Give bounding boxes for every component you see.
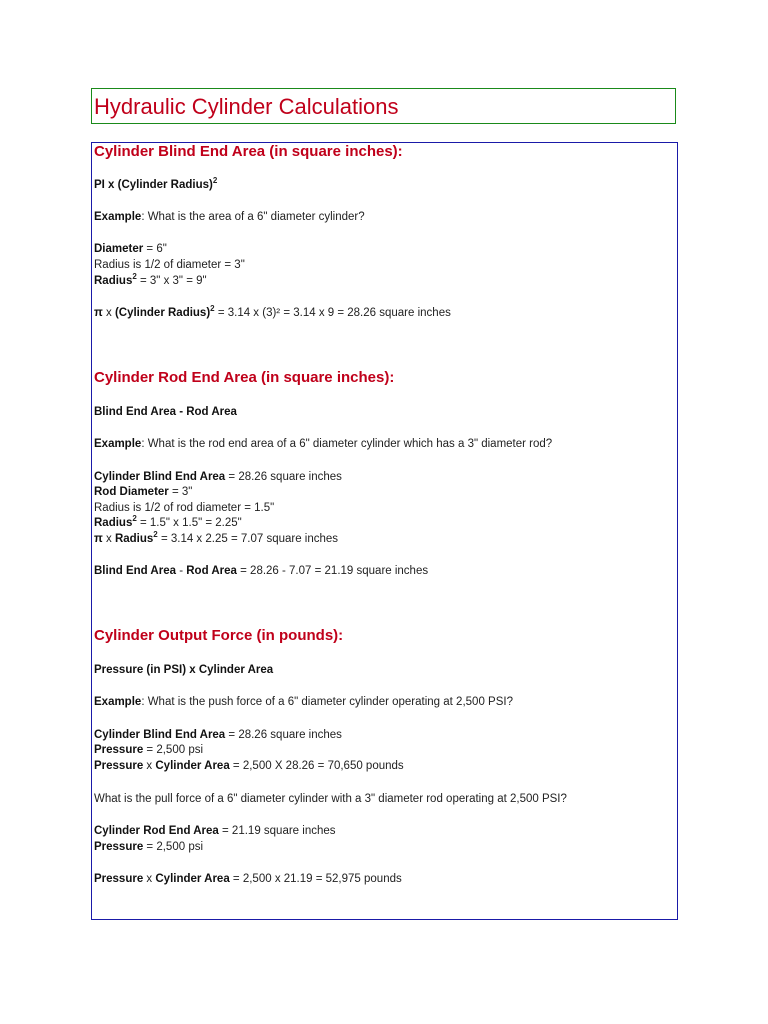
calc-value: = 21.19 square inches [218,825,336,837]
calc-line [94,743,203,757]
calc-line [94,516,242,530]
calc-term: Rod Diameter [94,486,169,498]
calc-term: Diameter [94,243,144,255]
calc-term: Radius [114,533,154,545]
calc-value: = 2,500 x 21.19 = 52,975 pounds [229,873,402,885]
formula-text: Pressure (in PSI) x Cylinder Area [94,664,274,676]
example-text: : What is the rod end area of a 6" diameter cylinder which has a 3" diameter rod? [141,438,553,450]
calc-value: What is the pull force of a 6" diameter cylinder with a 3" diameter rod operating at 2,500 PSI? [94,793,567,805]
calc-line [94,728,342,742]
calc-line [94,470,342,484]
calc-value: = 28.26 square inches [225,729,342,741]
calc-value: = 2,500 psi [143,744,204,756]
superscript: 2 [153,530,158,539]
formula-blind-end-area [94,178,217,192]
example-blind-end-area [94,210,365,224]
section-heading-output-force: Cylinder Output Force (in pounds): [94,627,344,644]
calc-value: = 2,500 psi [143,841,204,853]
example-output-force [94,695,513,709]
calc-term: Pressure [94,841,144,853]
formula-rod-end-area [94,405,237,419]
section-heading-blind-end-area: Cylinder Blind End Area (in square inches): [94,143,403,160]
superscript: 2 [132,514,137,523]
pi-symbol: π [94,533,103,545]
example-label: Example [94,211,142,223]
example-text: : What is the push force of a 6" diameter cylinder operating at 2,500 PSI? [141,696,513,708]
calc-line [94,792,567,806]
title-box [91,88,676,124]
calc-term: Cylinder Blind End Area [94,471,226,483]
calc-value: = 28.26 square inches [225,471,342,483]
calc-value: = 28.26 - 7.07 = 21.19 square inches [236,565,429,577]
calc-line [94,840,203,854]
calc-line [94,532,338,546]
operator: x [102,307,115,319]
page-title: Hydraulic Cylinder Calculations [94,94,399,119]
example-rod-end-area [94,437,552,451]
calc-line [94,501,274,515]
calc-line [94,485,192,499]
example-text: : What is the area of a 6" diameter cylinder? [141,211,365,223]
calc-term: (Cylinder Radius) [114,307,211,319]
formula-output-force [94,663,273,677]
calc-line [94,824,336,838]
calc-value: = 3" [168,486,193,498]
operator: - [176,565,187,577]
calc-term: Cylinder Area [155,873,230,885]
content-box [91,142,678,920]
example-label: Example [94,696,142,708]
operator: x [143,760,156,772]
calc-line [94,242,167,256]
calc-term: Cylinder Rod End Area [94,825,219,837]
calc-term: Pressure [94,760,144,772]
calc-term: Pressure [94,873,144,885]
calc-line [94,274,207,288]
calc-line [94,306,451,320]
calc-value: = 3.14 x (3)² = 3.14 x 9 = 28.26 square inches [214,307,451,319]
calc-value: = 1.5" x 1.5" = 2.25" [136,517,242,529]
calc-value: = 3" x 3" = 9" [136,275,207,287]
calc-term: Radius [94,275,133,287]
calc-term: Blind End Area [94,565,176,577]
calc-value: = 2,500 X 28.26 = 70,650 pounds [229,760,404,772]
calc-value: = 3.14 x 2.25 = 7.07 square inches [157,533,339,545]
calc-term: Cylinder Area [155,760,230,772]
superscript: 2 [212,176,218,185]
calc-value: = 6" [143,243,167,255]
operator: x [143,873,156,885]
formula-text: Blind End Area - Rod Area [94,406,237,418]
example-label: Example [94,438,142,450]
superscript: 2 [210,304,215,313]
operator: x [102,533,115,545]
calc-term: Pressure [94,744,144,756]
calc-term: Rod Area [186,565,237,577]
calc-line [94,258,245,272]
formula-text: PI x (Cylinder Radius) [94,179,213,191]
calc-line [94,564,428,578]
calc-value: Radius is 1/2 of rod diameter = 1.5" [94,502,275,514]
calc-term: Radius [94,517,133,529]
calc-line [94,759,404,773]
section-heading-rod-end-area: Cylinder Rod End Area (in square inches): [94,369,395,386]
pi-symbol: π [94,307,103,319]
calc-term: Cylinder Blind End Area [94,729,226,741]
superscript: 2 [132,272,137,281]
calc-line [94,872,402,886]
calc-value: Radius is 1/2 of diameter = 3" [94,259,245,271]
